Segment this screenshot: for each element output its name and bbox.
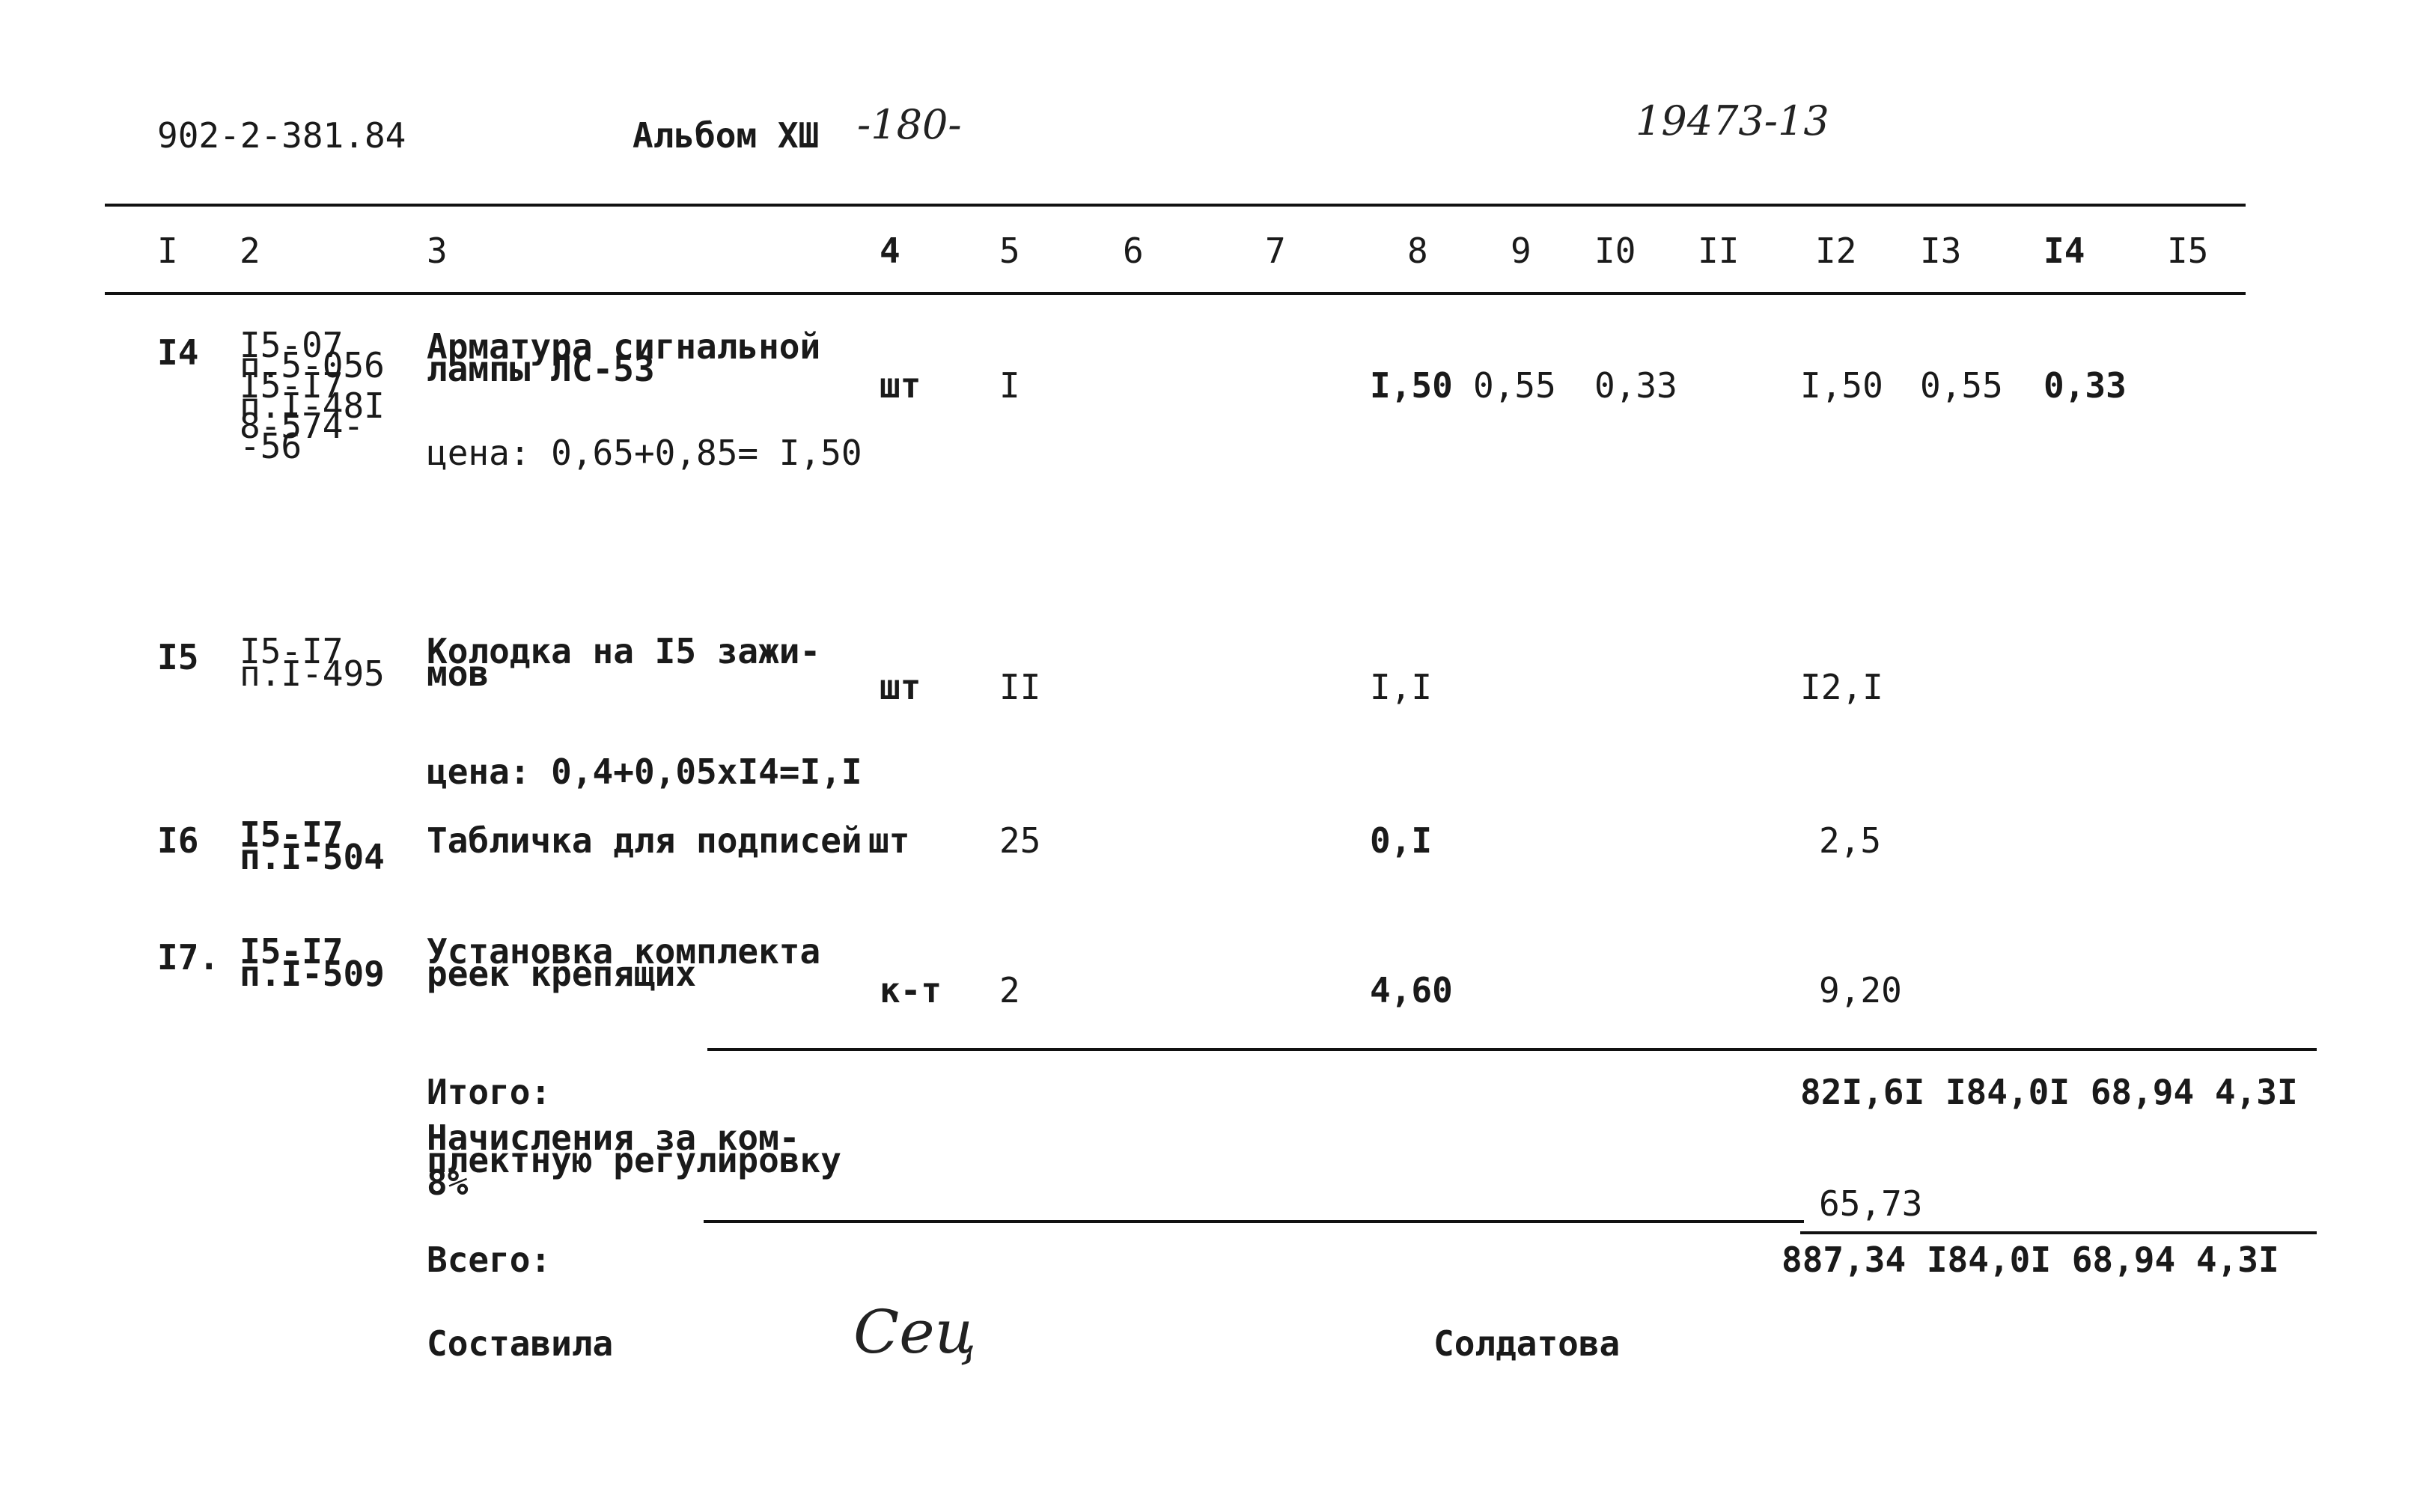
col-header-15: I5 [2167,231,2209,271]
header-bottom-rule [105,292,2246,295]
row-col12: 9,20 [1819,970,1902,1010]
subtotal-rule-right [1800,1231,2317,1234]
signature: Сец [853,1297,977,1367]
col-header-4: 4 [880,231,900,271]
row-unit: шт [868,820,910,861]
row-qty: 2 [999,970,1020,1010]
page-number: -180- [857,101,962,148]
col-header-1: I [157,231,178,271]
row-col8: 4,60 [1370,970,1453,1010]
header-top-rule [105,204,2246,207]
row-col14: 0,33 [2043,365,2127,406]
row-col12: I2,I [1800,667,1883,707]
col-header-9: 9 [1511,231,1531,271]
vsego-values: 887,34 I84,0I 68,94 4,3I [1782,1240,2279,1280]
row-qty: II [999,667,1041,707]
col-header-10: I0 [1594,231,1636,271]
row-code: I5-I7 п.I-495 [240,631,385,694]
row-col12: I,50 [1800,365,1883,406]
col-header-7: 7 [1265,231,1286,271]
itogo-label: Итого: [427,1072,552,1112]
row-code: I5-I7 п.I-509 [240,931,385,994]
row-name: Установка комплекта реек крепящих [427,931,821,994]
col-header-2: 2 [240,231,260,271]
project-code: 902-2-381.84 [157,115,406,156]
col-header-3: 3 [427,231,448,271]
row-unit: шт [880,365,921,406]
col-header-6: 6 [1123,231,1144,271]
row-col10: 0,33 [1594,365,1677,406]
row-col8: I,I [1370,667,1433,707]
col-header-8: 8 [1407,231,1428,271]
document-number: 19473-13 [1636,97,1829,144]
subtotal-rule-left [704,1220,1804,1223]
row-unit: шт [880,667,921,707]
row-col13: 0,55 [1920,365,2003,406]
row-price-note: цена: 0,4+0,05xI4=I,I [427,752,862,792]
accrual-value: 65,73 [1819,1183,1923,1224]
row-col9: 0,55 [1473,365,1556,406]
row-number: I5 [157,637,199,677]
col-header-14: I4 [2043,231,2085,271]
row-code: I5-I7 п.I-504 [240,814,385,877]
row-name: Арматура сигнальной лампы ЛС-53 [427,326,821,389]
row-col12: 2,5 [1819,820,1882,861]
row-col8: 0,I [1370,820,1433,861]
col-header-12: I2 [1815,231,1857,271]
compiler-name: Солдатова [1433,1323,1621,1364]
col-header-13: I3 [1920,231,1962,271]
accrual-label: Начисления за ком- плектную регулировку 8% [427,1118,841,1203]
vsego-label: Всего: [427,1240,552,1280]
row-name: Табличка для подписей [427,820,862,861]
row-price-note: цена: 0,65+0,85= I,50 [427,433,862,473]
row-number: I6 [157,820,199,861]
compiled-by-label: Составила [427,1323,614,1364]
row-col8: I,50 [1370,365,1453,406]
row-number: I4 [157,332,199,373]
row-code: I5-07 п.5-056 I5-I7 п.I-48I 8-574- -56 [240,325,385,466]
row-qty: 25 [999,820,1041,861]
row-unit: к-т [880,970,942,1010]
row-name: Колодка на I5 зажи- мов [427,631,821,694]
album-label: Альбом XШ [633,115,820,156]
col-header-11: II [1698,231,1740,271]
itogo-values: 82I,6I I84,0I 68,94 4,3I [1800,1072,2298,1112]
col-header-5: 5 [999,231,1020,271]
row-qty: I [999,365,1020,406]
totals-rule [707,1048,2317,1051]
row-number: I7. [157,937,220,978]
